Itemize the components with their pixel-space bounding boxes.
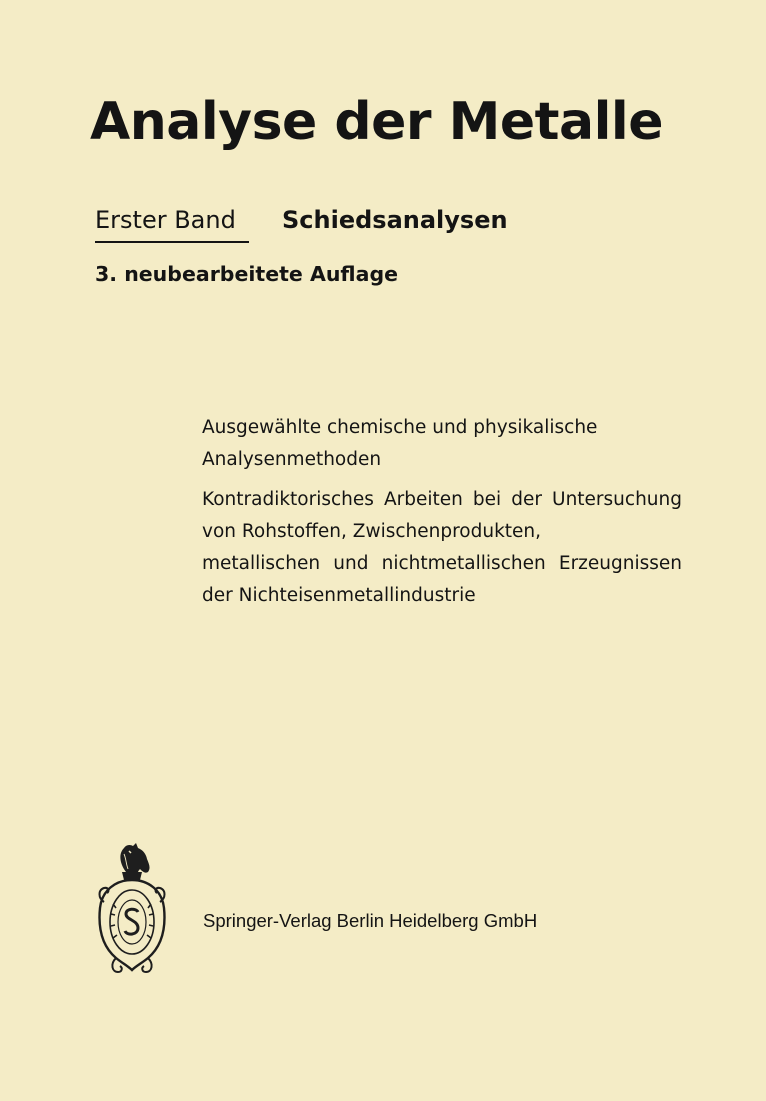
- description-line: von Rohstoffen, Zwischenprodukten,: [202, 521, 542, 542]
- publisher-name: Springer-Verlag Berlin Heidelberg GmbH: [203, 910, 538, 931]
- book-subtitle: Schiedsanalysen: [282, 206, 508, 234]
- volume-label: Erster Band: [95, 206, 236, 234]
- description-line: Ausgewählte chemische und physikalische: [202, 417, 598, 438]
- description-block-1: [202, 412, 682, 476]
- description-line: metallischen und nichtmetallischen Erzeugnissen: [202, 553, 682, 574]
- description-block-2: [202, 484, 682, 612]
- edition-label: 3. neubearbeitete Auflage: [95, 262, 399, 286]
- description-line: der Nichteisenmetallindustrie: [202, 585, 476, 606]
- description-line: Kontradiktorisches Arbeiten bei der Untersuchung: [202, 489, 682, 510]
- description-line: Analysenmethoden: [202, 449, 382, 470]
- springer-horse-logo-icon: [96, 842, 168, 976]
- book-title: Analyse der Metalle: [90, 92, 664, 152]
- volume-underline: [95, 241, 249, 243]
